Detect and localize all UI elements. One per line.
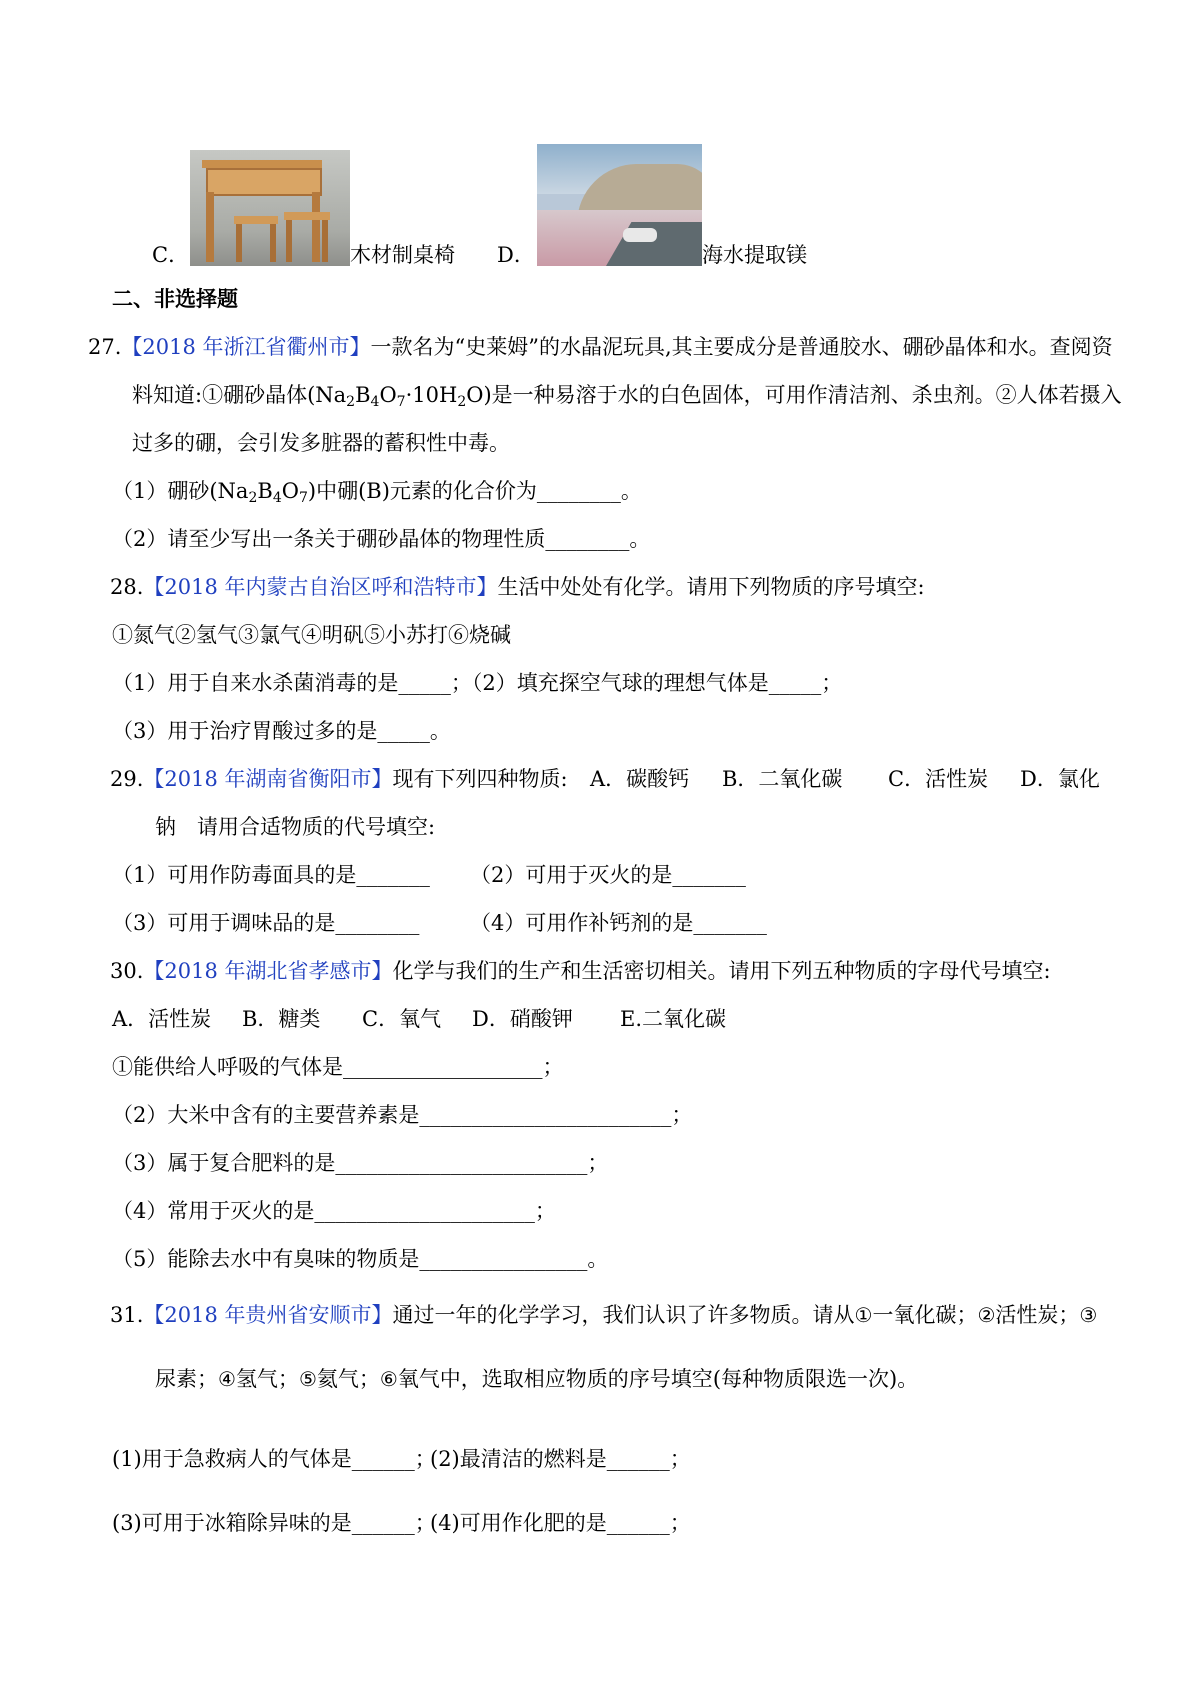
q31-p1-text: 用于急救病人的气体是______； [141, 1447, 436, 1471]
q30-part5: （5）能除去水中有臭味的物质是________________。 [112, 1247, 609, 1271]
q29-part3: （3）可用于调味品的是________ [112, 911, 420, 935]
q27-text2a: 料知道:①硼砂晶体(Na [132, 383, 347, 407]
q27-text2c: ·10H [405, 383, 458, 407]
q31-number: 31. [110, 1303, 144, 1327]
sub-2b: 2 [457, 394, 467, 410]
q29-line2: 钠 请用合适物质的代号填空: [155, 815, 436, 839]
q27-part2: （2）请至少写出一条关于硼砂晶体的物理性质________。 [112, 527, 651, 551]
q31-text1c: 活性炭； [995, 1303, 1080, 1327]
q31-text2d: 氧气中，选取相应物质的序号填空 [397, 1367, 713, 1391]
q28-line1 [110, 572, 925, 602]
q31-line1 [110, 1300, 1097, 1330]
sub-4: 4 [370, 394, 380, 410]
oxygen-symbol: O [379, 383, 397, 407]
paren-open: ( [712, 1367, 722, 1391]
option-d-caption: 海水提取镁 [702, 243, 807, 267]
q30-source: 【2018 年湖北省孝感市】 [143, 959, 393, 983]
circled-3: ③ [1079, 1303, 1098, 1327]
sub-2: 2 [346, 394, 356, 410]
circled-1: ① [854, 1303, 873, 1327]
q29-source: 【2018 年湖南省衡阳市】 [143, 767, 393, 791]
desk-chairs-image [190, 150, 350, 266]
q27-source: 【2018 年浙江省衢州市】 [121, 335, 371, 359]
q27-part1 [112, 476, 642, 513]
q27-number: 27. [88, 335, 122, 359]
q29-part2: （2）可用于灭火的是_______ [470, 863, 746, 887]
circled-2: ② [977, 1303, 996, 1327]
sub-7b: 7 [298, 490, 308, 506]
q31-p2-number: (2) [430, 1447, 460, 1471]
boron-symbol: B [355, 383, 371, 407]
q31-p4-number: (4) [430, 1511, 460, 1535]
q29-number: 29. [110, 767, 144, 791]
q29-option-b: B．二氧化碳 [722, 767, 843, 791]
q30-number: 30. [110, 959, 144, 983]
q29-text: 现有下列四种物质: [392, 767, 568, 791]
q31-part4 [430, 1508, 691, 1538]
q31-part2 [430, 1444, 691, 1474]
q29-option-a: A．碳酸钙 [590, 767, 690, 791]
q31-text2b: 氢气； [235, 1367, 299, 1391]
q30-part3: （3）属于复合肥料的是________________________； [112, 1151, 609, 1175]
circled-4: ④ [218, 1367, 236, 1391]
q30-part4: （4）常用于灭火的是_____________________； [112, 1199, 556, 1223]
q27-p1a: （1）硼砂(Na [112, 479, 249, 503]
q27-line1 [88, 332, 1113, 362]
q29-line1 [110, 764, 568, 794]
q27-line2 [132, 380, 1122, 417]
section-heading: 二、非选择题 [112, 286, 238, 311]
q28-list: ①氮气②氢气③氯气④明矾⑤小苏打⑥烧碱 [112, 623, 511, 647]
q30-option-e: E.二氧化碳 [620, 1007, 727, 1031]
q29-option-c: C．活性炭 [888, 767, 989, 791]
q27-text1: 一款名为“史莱姆”的水晶泥玩具,其主要成分是普通胶水、硼砂晶体和水。查阅资 [370, 335, 1113, 359]
q30-option-b: B．糖类 [242, 1007, 321, 1031]
q30-option-c: C．氧气 [362, 1007, 442, 1031]
option-d-letter: D． [497, 243, 535, 267]
option-c-letter: C． [152, 243, 190, 267]
q30-line1 [110, 956, 1051, 986]
q29-option-d: D．氯化 [1020, 767, 1100, 791]
boron-symbol-2: B [257, 479, 273, 503]
q27-text2d: O)是一种易溶于水的白色固体，可用作清洁剂、杀虫剂。②人体若摄入 [466, 383, 1122, 407]
q30-option-a: A．活性炭 [112, 1007, 212, 1031]
q30-option-d: D．硝酸钾 [472, 1007, 573, 1031]
seawater-image [537, 144, 702, 266]
q31-text1b: 一氧化碳； [872, 1303, 978, 1327]
q31-source: 【2018 年贵州省安顺市】 [143, 1303, 393, 1327]
q31-line2 [155, 1364, 918, 1394]
q28-source: 【2018 年内蒙古自治区呼和浩特市 [143, 575, 477, 599]
circled-5: ⑤ [298, 1367, 317, 1391]
sub-4b: 4 [272, 490, 282, 506]
sub-2c: 2 [248, 490, 258, 506]
circled-6: ⑥ [379, 1367, 398, 1391]
q31-p1-number: (1) [112, 1447, 142, 1471]
q31-text2c: 氦气； [316, 1367, 380, 1391]
q31-text2f: 每种物质限选一次 [721, 1367, 890, 1391]
q31-text2a: 尿素； [155, 1367, 218, 1391]
paren-close: ) [889, 1367, 898, 1391]
option-c-caption: 木材制桌椅 [350, 243, 455, 267]
q31-part1 [112, 1444, 436, 1474]
q29-part4: （4）可用作补钙剂的是_______ [470, 911, 767, 935]
sub-7: 7 [396, 394, 406, 410]
q28-text: 生活中处处有化学。请用下列物质的序号填空 [497, 575, 918, 599]
q30-part1: ①能供给人呼吸的气体是___________________； [112, 1055, 564, 1079]
q28-part3: （3）用于治疗胃酸过多的是_____。 [112, 719, 451, 743]
q29-part1: （1）可用作防毒面具的是_______ [112, 863, 430, 887]
q31-p4-text: 可用作化肥的是______； [459, 1511, 691, 1535]
q31-p3-number: (3) [112, 1511, 142, 1535]
q28-source-end: 】 [476, 575, 498, 599]
q28-colon: : [917, 575, 925, 599]
q28-number: 28. [110, 575, 144, 599]
q31-part3 [112, 1508, 436, 1538]
q31-p2-text: 最清洁的燃料是______； [459, 1447, 691, 1471]
q30-text: 化学与我们的生产和生活密切相关。请用下列五种物质的字母代号填空: [392, 959, 1051, 983]
q31-text1a: 通过一年的化学学习，我们认识了许多物质。请从 [392, 1303, 855, 1327]
oxygen-symbol-2: O [281, 479, 299, 503]
q31-period: 。 [897, 1367, 919, 1391]
q31-p3-text: 可用于冰箱除异味的是______； [141, 1511, 436, 1535]
q27-p1c: )中硼(B)元素的化合价为________。 [307, 479, 642, 503]
q27-line3: 过多的硼，会引发多脏器的蓄积性中毒。 [132, 431, 510, 455]
q28-part1: （1）用于自来水杀菌消毒的是_____；（2）填充探空气球的理想气体是_____； [112, 671, 843, 695]
q30-part2: （2）大米中含有的主要营养素是________________________； [112, 1103, 693, 1127]
